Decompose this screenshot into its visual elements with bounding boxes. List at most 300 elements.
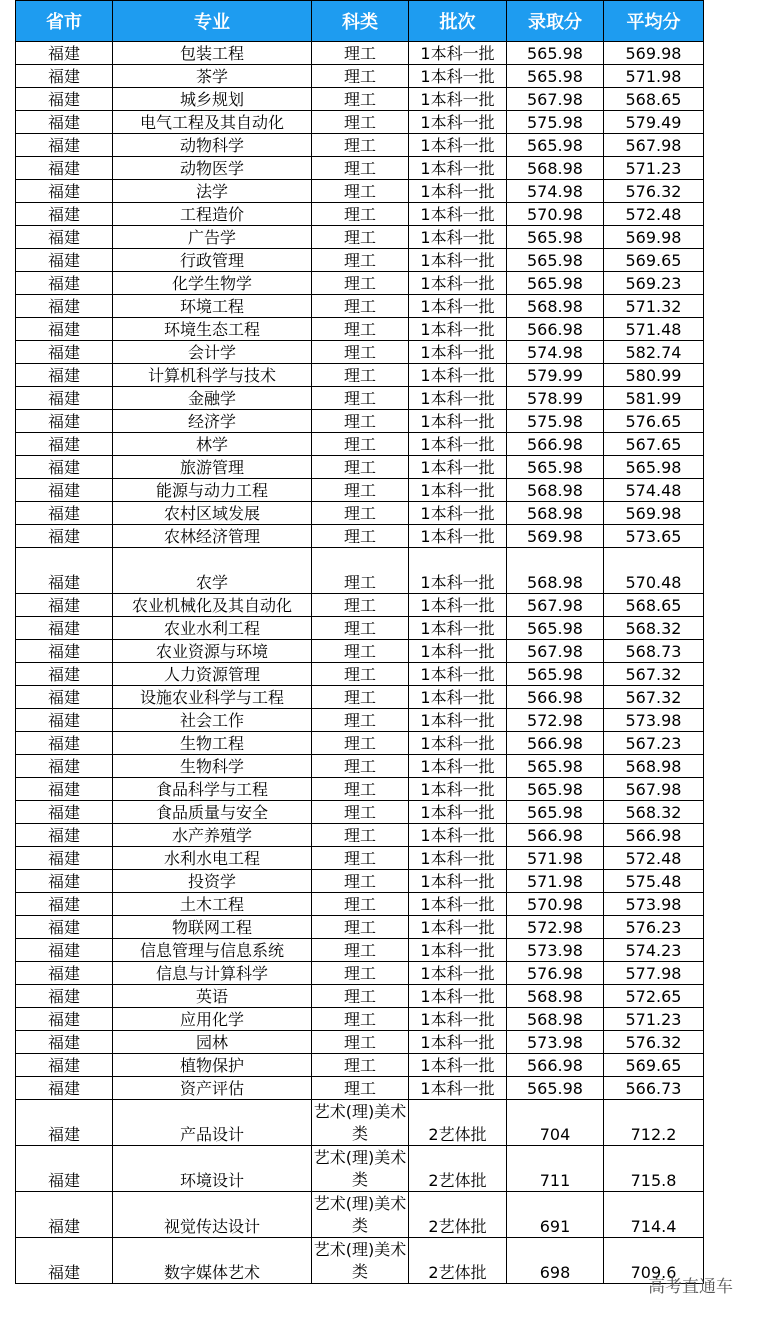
cell-batch: 1本科一批	[409, 433, 507, 456]
cell-category: 理工	[312, 111, 409, 134]
cell-batch: 2艺体批	[409, 1146, 507, 1192]
table-row	[16, 456, 704, 479]
cell-province: 福建	[16, 1031, 113, 1054]
table-row	[16, 42, 704, 65]
cell-province: 福建	[16, 801, 113, 824]
cell-province: 福建	[16, 111, 113, 134]
cell-average-score: 576.23	[604, 916, 704, 939]
cell-admission-score: 565.98	[507, 1077, 604, 1100]
cell-major: 农村区域发展	[113, 502, 312, 525]
cell-admission-score: 568.98	[507, 295, 604, 318]
cell-province: 福建	[16, 1100, 113, 1146]
cell-major: 计算机科学与技术	[113, 364, 312, 387]
cell-admission-score: 698	[507, 1238, 604, 1284]
cell-major: 信息管理与信息系统	[113, 939, 312, 962]
cell-batch: 1本科一批	[409, 111, 507, 134]
cell-province: 福建	[16, 479, 113, 502]
cell-province: 福建	[16, 433, 113, 456]
cell-average-score: 582.74	[604, 341, 704, 364]
cell-category: 理工	[312, 1077, 409, 1100]
cell-category: 理工	[312, 893, 409, 916]
cell-category: 理工	[312, 318, 409, 341]
cell-batch: 1本科一批	[409, 732, 507, 755]
cell-province: 福建	[16, 295, 113, 318]
cell-average-score: 568.65	[604, 88, 704, 111]
table-row	[16, 525, 704, 548]
table-row	[16, 640, 704, 663]
cell-average-score: 569.65	[604, 249, 704, 272]
cell-province: 福建	[16, 410, 113, 433]
table-row	[16, 916, 704, 939]
cell-average-score: 715.8	[604, 1146, 704, 1192]
cell-major: 旅游管理	[113, 456, 312, 479]
cell-admission-score: 566.98	[507, 732, 604, 755]
cell-average-score: 567.98	[604, 778, 704, 801]
cell-average-score: 571.32	[604, 295, 704, 318]
cell-admission-score: 576.98	[507, 962, 604, 985]
cell-province: 福建	[16, 985, 113, 1008]
table-row	[16, 755, 704, 778]
cell-admission-score: 566.98	[507, 824, 604, 847]
watermark-text: 高考直通车	[648, 1277, 733, 1297]
cell-average-score: 580.99	[604, 364, 704, 387]
cell-major: 水利水电工程	[113, 847, 312, 870]
cell-batch: 1本科一批	[409, 801, 507, 824]
cell-major: 环境生态工程	[113, 318, 312, 341]
cell-average-score: 569.65	[604, 1054, 704, 1077]
cell-average-score: 570.48	[604, 548, 704, 594]
table-row	[16, 1100, 704, 1146]
table-row	[16, 1008, 704, 1031]
cell-admission-score: 566.98	[507, 1054, 604, 1077]
cell-major: 土木工程	[113, 893, 312, 916]
cell-batch: 1本科一批	[409, 1077, 507, 1100]
table-row	[16, 801, 704, 824]
cell-admission-score: 571.98	[507, 847, 604, 870]
cell-average-score: 567.23	[604, 732, 704, 755]
cell-batch: 2艺体批	[409, 1100, 507, 1146]
cell-batch: 1本科一批	[409, 525, 507, 548]
cell-batch: 1本科一批	[409, 157, 507, 180]
cell-batch: 1本科一批	[409, 364, 507, 387]
table-row	[16, 594, 704, 617]
table-row	[16, 1077, 704, 1100]
cell-major: 园林	[113, 1031, 312, 1054]
table-row	[16, 502, 704, 525]
cell-province: 福建	[16, 824, 113, 847]
cell-major: 水产养殖学	[113, 824, 312, 847]
cell-average-score: 573.65	[604, 525, 704, 548]
cell-average-score: 567.32	[604, 686, 704, 709]
cell-province: 福建	[16, 249, 113, 272]
cell-average-score: 574.23	[604, 939, 704, 962]
cell-admission-score: 704	[507, 1100, 604, 1146]
cell-major: 农业机械化及其自动化	[113, 594, 312, 617]
cell-category: 理工	[312, 65, 409, 88]
table-row	[16, 318, 704, 341]
cell-major: 环境工程	[113, 295, 312, 318]
cell-batch: 1本科一批	[409, 847, 507, 870]
table-row	[16, 479, 704, 502]
cell-average-score: 568.73	[604, 640, 704, 663]
cell-category: 理工	[312, 433, 409, 456]
cell-category: 理工	[312, 778, 409, 801]
cell-category: 理工	[312, 617, 409, 640]
cell-major: 茶学	[113, 65, 312, 88]
table-row	[16, 272, 704, 295]
cell-category: 理工	[312, 341, 409, 364]
cell-province: 福建	[16, 847, 113, 870]
cell-admission-score: 565.98	[507, 42, 604, 65]
cell-batch: 1本科一批	[409, 893, 507, 916]
cell-average-score: 572.65	[604, 985, 704, 1008]
cell-batch: 1本科一批	[409, 824, 507, 847]
cell-province: 福建	[16, 65, 113, 88]
table-row	[16, 341, 704, 364]
cell-admission-score: 578.99	[507, 387, 604, 410]
cell-admission-score: 575.98	[507, 111, 604, 134]
cell-batch: 1本科一批	[409, 180, 507, 203]
cell-province: 福建	[16, 203, 113, 226]
cell-major: 化学生物学	[113, 272, 312, 295]
cell-admission-score: 691	[507, 1192, 604, 1238]
cell-category: 理工	[312, 824, 409, 847]
cell-average-score: 572.48	[604, 203, 704, 226]
cell-admission-score: 569.98	[507, 525, 604, 548]
cell-average-score: 571.48	[604, 318, 704, 341]
cell-average-score: 567.32	[604, 663, 704, 686]
cell-admission-score: 565.98	[507, 755, 604, 778]
cell-admission-score: 565.98	[507, 272, 604, 295]
cell-admission-score: 568.98	[507, 157, 604, 180]
cell-average-score: 568.32	[604, 617, 704, 640]
cell-category: 理工	[312, 295, 409, 318]
cell-major: 会计学	[113, 341, 312, 364]
cell-average-score: 576.65	[604, 410, 704, 433]
cell-admission-score: 565.98	[507, 617, 604, 640]
cell-batch: 1本科一批	[409, 640, 507, 663]
table-row	[16, 870, 704, 893]
cell-province: 福建	[16, 226, 113, 249]
cell-batch: 1本科一批	[409, 272, 507, 295]
cell-province: 福建	[16, 870, 113, 893]
cell-average-score: 566.98	[604, 824, 704, 847]
table-row	[16, 893, 704, 916]
cell-average-score: 567.98	[604, 134, 704, 157]
cell-province: 福建	[16, 640, 113, 663]
cell-category: 理工	[312, 42, 409, 65]
cell-major: 工程造价	[113, 203, 312, 226]
cell-category: 理工	[312, 594, 409, 617]
cell-major: 林学	[113, 433, 312, 456]
header-category: 科类	[312, 1, 409, 42]
cell-admission-score: 566.98	[507, 318, 604, 341]
table-row	[16, 157, 704, 180]
cell-province: 福建	[16, 88, 113, 111]
cell-category: 理工	[312, 272, 409, 295]
cell-major: 农学	[113, 548, 312, 594]
cell-category: 理工	[312, 157, 409, 180]
table-row	[16, 824, 704, 847]
cell-average-score: 581.99	[604, 387, 704, 410]
cell-category: 理工	[312, 1031, 409, 1054]
cell-province: 福建	[16, 893, 113, 916]
cell-admission-score: 567.98	[507, 88, 604, 111]
cell-average-score: 567.65	[604, 433, 704, 456]
cell-category: 艺术(理)美术类	[312, 1192, 409, 1238]
cell-batch: 1本科一批	[409, 755, 507, 778]
cell-admission-score: 572.98	[507, 916, 604, 939]
cell-batch: 1本科一批	[409, 295, 507, 318]
cell-category: 理工	[312, 180, 409, 203]
table-row	[16, 1031, 704, 1054]
cell-admission-score: 567.98	[507, 594, 604, 617]
table-body	[16, 42, 704, 1284]
cell-admission-score: 568.98	[507, 985, 604, 1008]
cell-admission-score: 565.98	[507, 778, 604, 801]
cell-batch: 1本科一批	[409, 870, 507, 893]
cell-major: 社会工作	[113, 709, 312, 732]
cell-batch: 1本科一批	[409, 709, 507, 732]
cell-batch: 1本科一批	[409, 249, 507, 272]
table-row	[16, 939, 704, 962]
cell-average-score: 712.2	[604, 1100, 704, 1146]
table-row	[16, 1238, 704, 1284]
cell-average-score: 572.48	[604, 847, 704, 870]
table-row	[16, 180, 704, 203]
cell-admission-score: 565.98	[507, 226, 604, 249]
cell-province: 福建	[16, 364, 113, 387]
cell-category: 理工	[312, 847, 409, 870]
cell-province: 福建	[16, 617, 113, 640]
cell-average-score: 566.73	[604, 1077, 704, 1100]
cell-average-score: 569.98	[604, 502, 704, 525]
cell-batch: 1本科一批	[409, 88, 507, 111]
table-row	[16, 548, 704, 594]
cell-batch: 1本科一批	[409, 134, 507, 157]
cell-admission-score: 565.98	[507, 456, 604, 479]
cell-category: 理工	[312, 456, 409, 479]
cell-major: 视觉传达设计	[113, 1192, 312, 1238]
cell-average-score: 571.23	[604, 157, 704, 180]
cell-category: 理工	[312, 1054, 409, 1077]
cell-major: 行政管理	[113, 249, 312, 272]
cell-major: 动物医学	[113, 157, 312, 180]
cell-average-score: 571.98	[604, 65, 704, 88]
cell-category: 理工	[312, 916, 409, 939]
cell-province: 福建	[16, 134, 113, 157]
cell-batch: 2艺体批	[409, 1192, 507, 1238]
cell-admission-score: 711	[507, 1146, 604, 1192]
cell-province: 福建	[16, 962, 113, 985]
header-average-score: 平均分	[604, 1, 704, 42]
cell-province: 福建	[16, 755, 113, 778]
cell-average-score: 579.49	[604, 111, 704, 134]
cell-category: 理工	[312, 755, 409, 778]
cell-batch: 2艺体批	[409, 1238, 507, 1284]
table-row	[16, 387, 704, 410]
cell-major: 物联网工程	[113, 916, 312, 939]
table-row	[16, 134, 704, 157]
cell-average-score: 575.48	[604, 870, 704, 893]
cell-province: 福建	[16, 663, 113, 686]
cell-category: 理工	[312, 364, 409, 387]
cell-major: 设施农业科学与工程	[113, 686, 312, 709]
cell-province: 福建	[16, 318, 113, 341]
cell-batch: 1本科一批	[409, 1008, 507, 1031]
cell-category: 理工	[312, 203, 409, 226]
cell-province: 福建	[16, 502, 113, 525]
cell-batch: 1本科一批	[409, 479, 507, 502]
admission-score-table	[15, 0, 704, 1284]
cell-category: 理工	[312, 410, 409, 433]
cell-admission-score: 579.99	[507, 364, 604, 387]
cell-batch: 1本科一批	[409, 318, 507, 341]
cell-batch: 1本科一批	[409, 778, 507, 801]
cell-batch: 1本科一批	[409, 1031, 507, 1054]
cell-major: 信息与计算科学	[113, 962, 312, 985]
cell-average-score: 569.98	[604, 226, 704, 249]
table-row	[16, 1146, 704, 1192]
cell-average-score: 571.23	[604, 1008, 704, 1031]
cell-major: 投资学	[113, 870, 312, 893]
cell-average-score: 568.32	[604, 801, 704, 824]
cell-province: 福建	[16, 939, 113, 962]
cell-batch: 1本科一批	[409, 226, 507, 249]
cell-category: 理工	[312, 525, 409, 548]
table-row	[16, 249, 704, 272]
cell-batch: 1本科一批	[409, 939, 507, 962]
cell-province: 福建	[16, 1008, 113, 1031]
cell-major: 广告学	[113, 226, 312, 249]
cell-major: 食品质量与安全	[113, 801, 312, 824]
cell-batch: 1本科一批	[409, 663, 507, 686]
cell-major: 电气工程及其自动化	[113, 111, 312, 134]
table-row	[16, 1192, 704, 1238]
cell-admission-score: 573.98	[507, 939, 604, 962]
cell-admission-score: 565.98	[507, 663, 604, 686]
table-row	[16, 962, 704, 985]
table-row	[16, 410, 704, 433]
cell-batch: 1本科一批	[409, 203, 507, 226]
cell-province: 福建	[16, 456, 113, 479]
table-row	[16, 663, 704, 686]
table-row	[16, 778, 704, 801]
cell-province: 福建	[16, 916, 113, 939]
cell-category: 理工	[312, 226, 409, 249]
cell-province: 福建	[16, 42, 113, 65]
cell-average-score: 569.98	[604, 42, 704, 65]
cell-average-score: 573.98	[604, 893, 704, 916]
cell-major: 农业资源与环境	[113, 640, 312, 663]
header-major: 专业	[113, 1, 312, 42]
cell-province: 福建	[16, 1054, 113, 1077]
table-row	[16, 617, 704, 640]
cell-batch: 1本科一批	[409, 686, 507, 709]
cell-province: 福建	[16, 157, 113, 180]
cell-category: 理工	[312, 962, 409, 985]
table-row	[16, 65, 704, 88]
table-row	[16, 686, 704, 709]
cell-batch: 1本科一批	[409, 985, 507, 1008]
cell-admission-score: 565.98	[507, 134, 604, 157]
cell-category: 艺术(理)美术类	[312, 1100, 409, 1146]
cell-major: 环境设计	[113, 1146, 312, 1192]
cell-category: 理工	[312, 640, 409, 663]
cell-category: 理工	[312, 502, 409, 525]
cell-admission-score: 568.98	[507, 479, 604, 502]
cell-province: 福建	[16, 387, 113, 410]
cell-category: 理工	[312, 939, 409, 962]
cell-province: 福建	[16, 594, 113, 617]
cell-province: 福建	[16, 1238, 113, 1284]
table-row	[16, 111, 704, 134]
cell-category: 理工	[312, 709, 409, 732]
cell-admission-score: 570.98	[507, 203, 604, 226]
cell-major: 生物科学	[113, 755, 312, 778]
cell-province: 福建	[16, 341, 113, 364]
cell-category: 理工	[312, 663, 409, 686]
cell-admission-score: 575.98	[507, 410, 604, 433]
table-row	[16, 985, 704, 1008]
cell-average-score: 568.65	[604, 594, 704, 617]
cell-batch: 1本科一批	[409, 548, 507, 594]
cell-admission-score: 566.98	[507, 433, 604, 456]
cell-major: 金融学	[113, 387, 312, 410]
cell-province: 福建	[16, 1192, 113, 1238]
cell-major: 植物保护	[113, 1054, 312, 1077]
cell-major: 数字媒体艺术	[113, 1238, 312, 1284]
cell-batch: 1本科一批	[409, 341, 507, 364]
header-row	[16, 1, 704, 42]
cell-admission-score: 574.98	[507, 180, 604, 203]
table-row	[16, 732, 704, 755]
table-row	[16, 847, 704, 870]
table-row	[16, 295, 704, 318]
table-row	[16, 226, 704, 249]
cell-batch: 1本科一批	[409, 1054, 507, 1077]
cell-batch: 1本科一批	[409, 410, 507, 433]
cell-average-score: 576.32	[604, 180, 704, 203]
cell-category: 理工	[312, 1008, 409, 1031]
table-row	[16, 203, 704, 226]
cell-category: 理工	[312, 870, 409, 893]
cell-admission-score: 566.98	[507, 686, 604, 709]
cell-average-score: 576.32	[604, 1031, 704, 1054]
cell-admission-score: 565.98	[507, 801, 604, 824]
cell-category: 艺术(理)美术类	[312, 1146, 409, 1192]
cell-admission-score: 568.98	[507, 548, 604, 594]
cell-batch: 1本科一批	[409, 42, 507, 65]
cell-average-score: 569.23	[604, 272, 704, 295]
cell-batch: 1本科一批	[409, 387, 507, 410]
cell-province: 福建	[16, 709, 113, 732]
cell-admission-score: 572.98	[507, 709, 604, 732]
cell-province: 福建	[16, 272, 113, 295]
cell-province: 福建	[16, 686, 113, 709]
header-admission-score: 录取分	[507, 1, 604, 42]
cell-category: 理工	[312, 548, 409, 594]
cell-province: 福建	[16, 1077, 113, 1100]
table-row	[16, 88, 704, 111]
table-row	[16, 709, 704, 732]
cell-province: 福建	[16, 548, 113, 594]
cell-major: 人力资源管理	[113, 663, 312, 686]
cell-major: 农林经济管理	[113, 525, 312, 548]
cell-major: 法学	[113, 180, 312, 203]
cell-average-score: 574.48	[604, 479, 704, 502]
cell-province: 福建	[16, 732, 113, 755]
